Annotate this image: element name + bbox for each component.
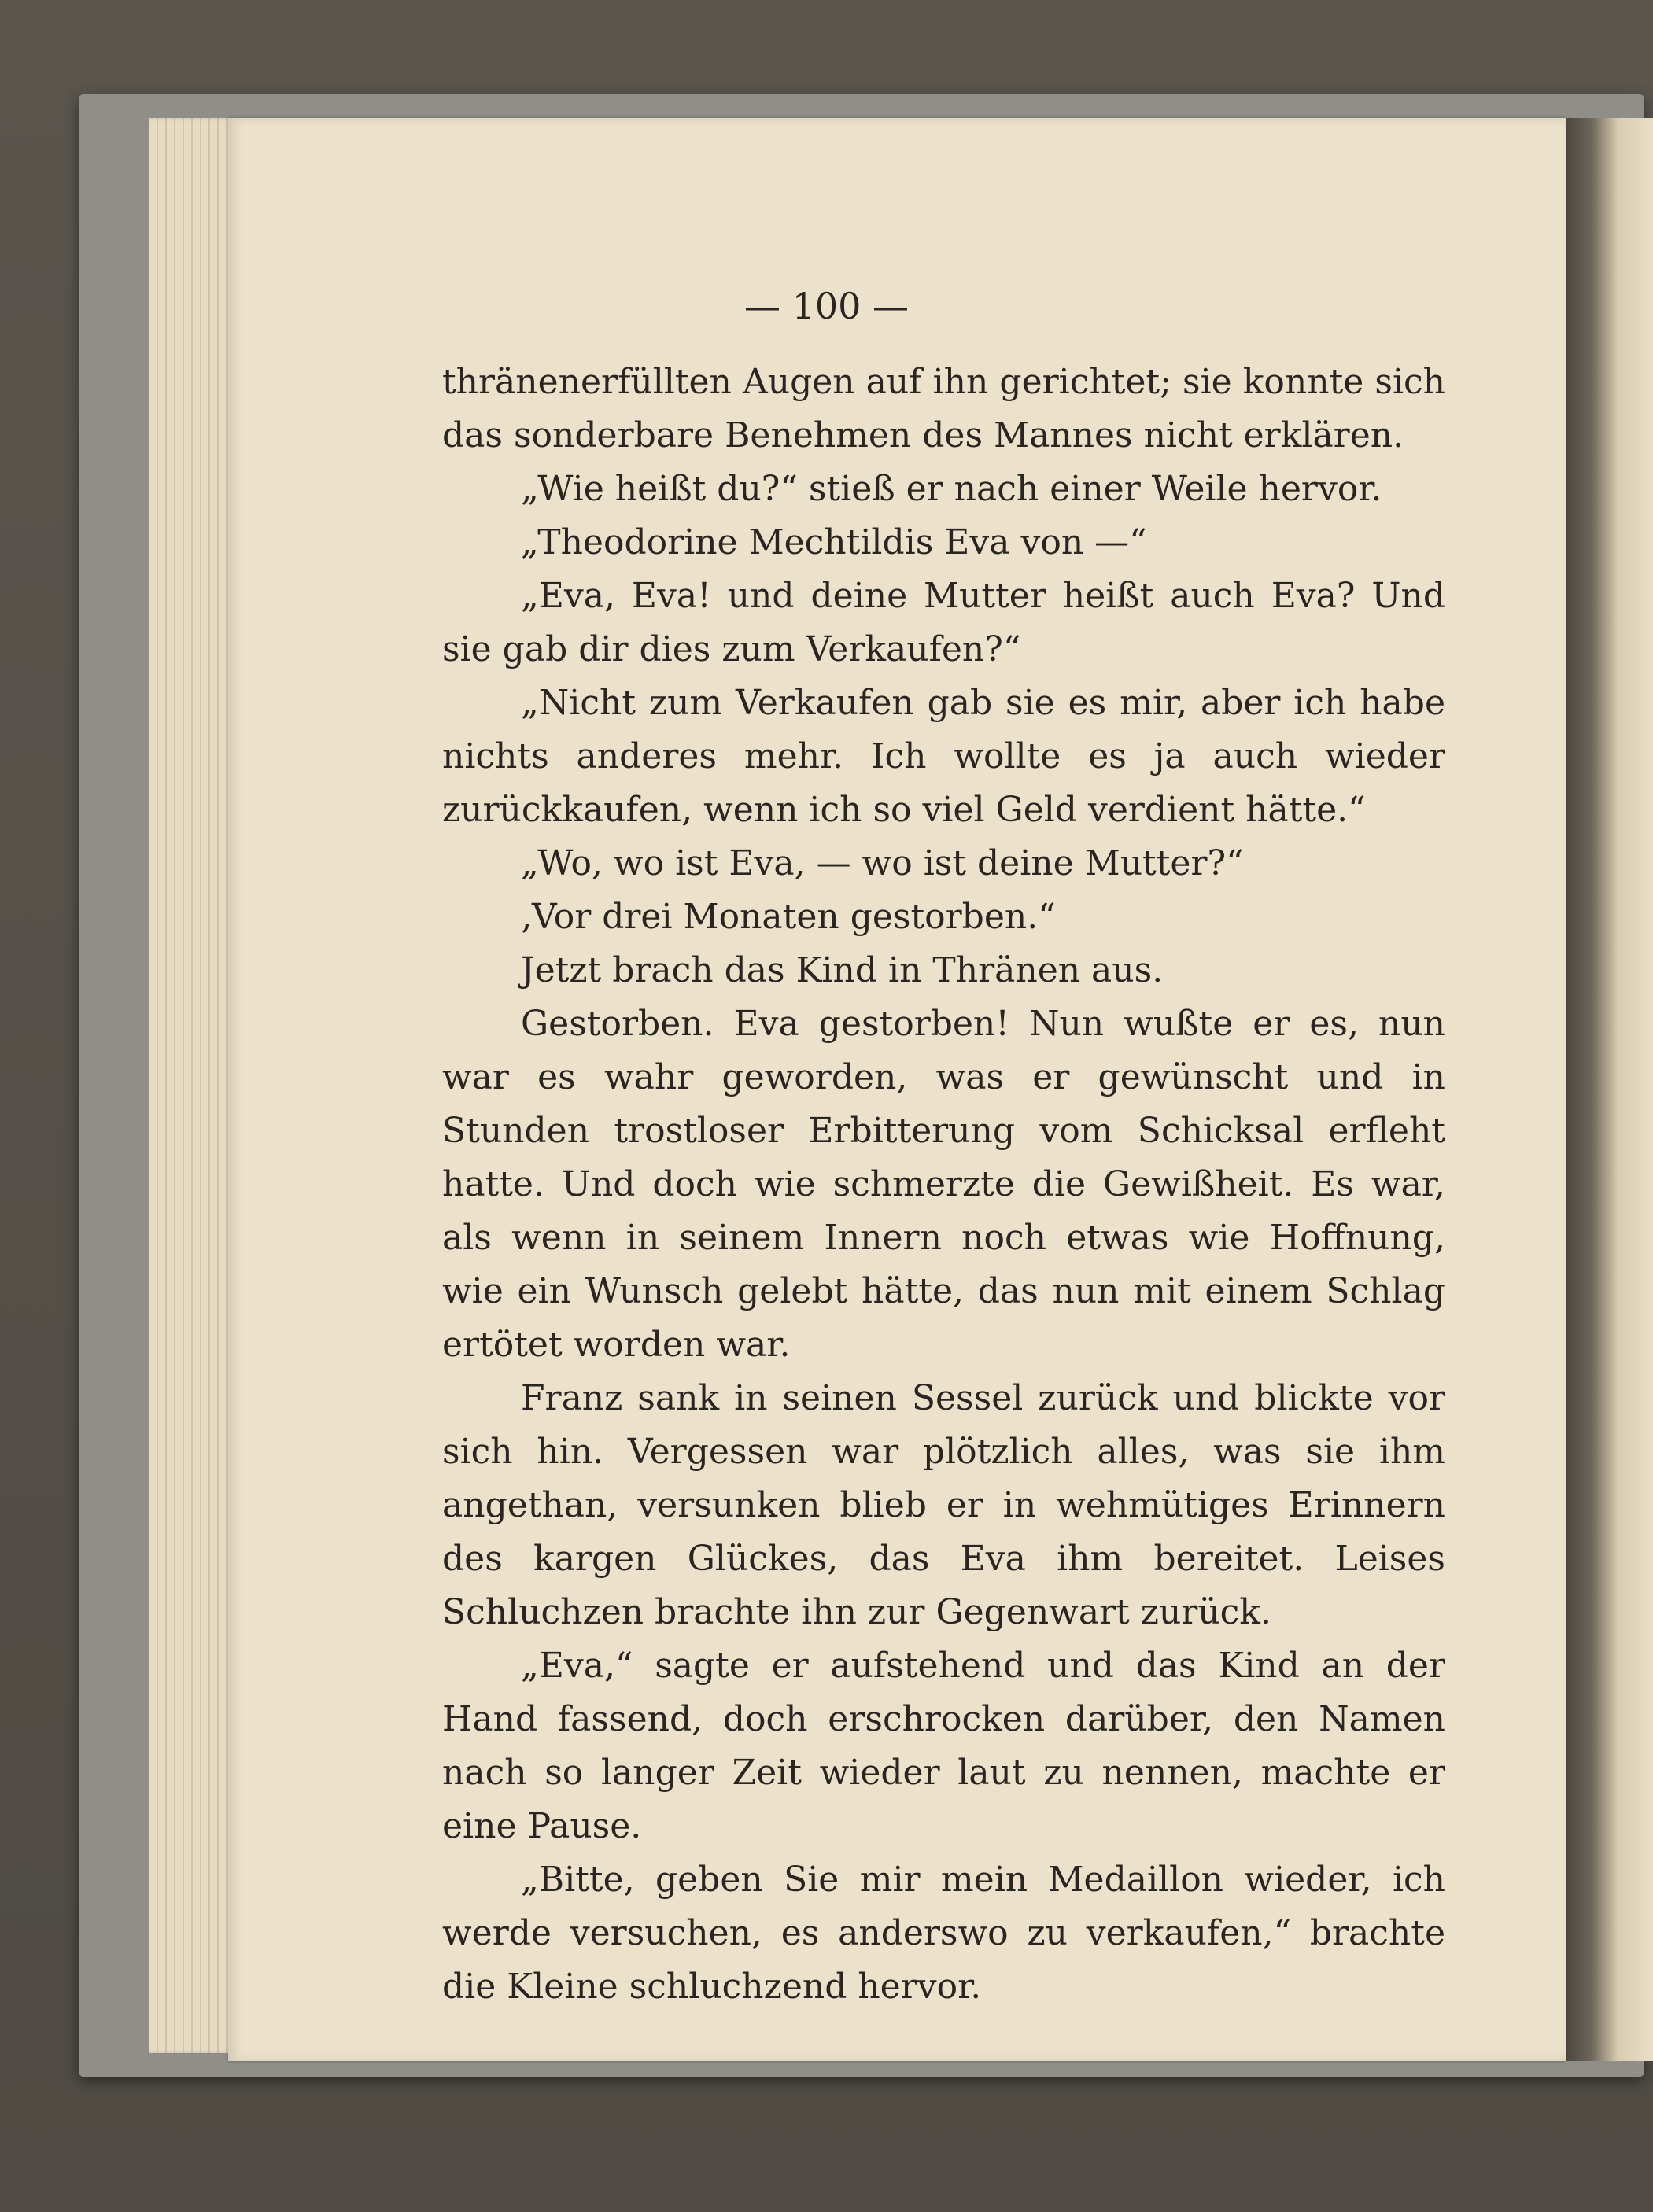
- paragraph: „Eva,“ sagte er aufstehend und das Kind an der Hand fassend, doch erschrocken darüber, den Namen nach so langer Zeit wieder laut zu nennen, machte er eine Pause.: [442, 1646, 1445, 1846]
- paragraph: „Bitte, geben Sie mir mein Medaillon wieder, ich werde versuchen, es anderswo zu verkaufen,“ brachte die Kleine schluchzend hervor.: [442, 1860, 1445, 2007]
- paragraph: „Eva, Eva! und deine Mutter heißt auch Eva? Und sie gab dir dies zum Verkaufen?“: [442, 576, 1445, 669]
- book-gutter: [1566, 118, 1653, 2061]
- paragraph: Franz sank in seinen Sessel zurück und blickte vor sich hin. Vergessen war plötzlich alles, was sie ihm angethan, versunken blieb er in wehmütiges Erinnern des kargen Glückes, das Eva ihm bereitet. Leises Schluchzen brachte ihn zur Gegenwart zurück.: [442, 1378, 1445, 1632]
- paragraph: Gestorben. Eva gestorben! Nun wußte er es, nun war es wahr geworden, was er gewünscht und in Stunden trostloser Erbitterung vom Schicksal erfleht hatte. Und doch wie schmerzte die Gewißheit. Es war, als wenn in seinem Innern noch etwas wie Hoffnung, wie ein Wunsch gelebt hätte, das nun mit einem Schlag ertötet worden war.: [442, 1004, 1445, 1365]
- paragraph: „Wo, wo ist Eva, — wo ist deine Mutter?“: [521, 843, 1244, 883]
- paragraph: „Theodorine Mechtildis Eva von —“: [521, 522, 1147, 562]
- page-number: — 100 —: [743, 285, 910, 327]
- paragraph: Jetzt brach das Kind in Thränen aus.: [521, 950, 1164, 990]
- paragraph: ‚Vor drei Monaten gestorben.“: [521, 897, 1056, 937]
- paragraph: thränenerfüllten Augen auf ihn gerichtet; sie konnte sich das sonderbare Benehmen des Mannes nicht erklären.: [442, 362, 1445, 455]
- paragraph: „Nicht zum Verkaufen gab sie es mir, aber ich habe nichts anderes mehr. Ich wollte es ja auch wieder zurückkaufen, wenn ich so viel Geld verdient hätte.“: [442, 683, 1445, 830]
- body-text: [442, 356, 1445, 2014]
- paragraph: „Wie heißt du?“ stieß er nach einer Weile hervor.: [521, 469, 1382, 509]
